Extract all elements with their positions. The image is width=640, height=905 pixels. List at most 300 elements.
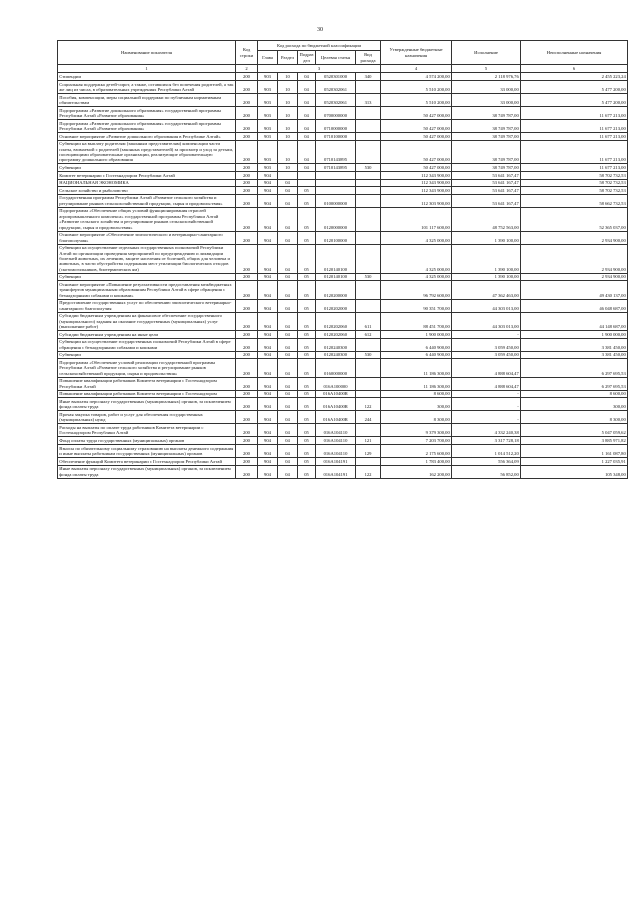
row-podrazdel: 05 xyxy=(298,244,316,273)
row-name: Обеспечение функций Комитета ветеринарии с Гостехнадзором Республики Алтай xyxy=(58,458,236,466)
table-row xyxy=(58,331,628,339)
row-razdel: 04 xyxy=(278,179,298,187)
row-line-code: 200 xyxy=(236,172,258,180)
row-razdel: 10 xyxy=(278,107,298,120)
row-line-code: 200 xyxy=(236,140,258,164)
row-glava: 903 xyxy=(258,107,278,120)
row-unexecuted: 44 148 687,00 xyxy=(521,312,628,330)
row-glava: 904 xyxy=(258,445,278,458)
row-podrazdel: 04 xyxy=(298,94,316,107)
row-approved: 6 440 900,00 xyxy=(381,351,452,359)
row-executed: 4 888 604,47 xyxy=(452,377,521,390)
row-razdel: 04 xyxy=(278,398,298,411)
row-expense-type xyxy=(356,359,381,377)
row-podrazdel: 05 xyxy=(298,273,316,281)
row-executed: 38 749 787,00 xyxy=(452,133,521,141)
row-name: Субсидии бюджетным учреждениям на финансовое обеспечение государственного (муниципального) задания на оказание государственных (муниципальных) услуг (выполнение работ) xyxy=(58,312,236,330)
row-expense-type xyxy=(356,187,381,195)
row-name: Государственная программа Республики Алтай «Развитие сельского хозяйства и регулирование рынков сельскохозяйственной продукции, сырья и продовольствия» xyxy=(58,194,236,207)
row-podrazdel: 05 xyxy=(298,390,316,398)
row-glava: 903 xyxy=(258,81,278,94)
row-target xyxy=(316,179,356,187)
row-target: 0120140100 xyxy=(316,244,356,273)
row-target: 016А104191 xyxy=(316,465,356,478)
table-row xyxy=(58,194,628,207)
row-razdel: 04 xyxy=(278,331,298,339)
table-row xyxy=(58,424,628,437)
row-line-code: 200 xyxy=(236,120,258,133)
row-executed: 56 852,00 xyxy=(452,465,521,478)
table-row xyxy=(58,377,628,390)
budget-execution-table xyxy=(57,40,628,479)
table-row xyxy=(58,281,628,299)
row-name: Подпрограмма «Развитие дошкольного образования» государственной программы Республики Алтай «Развитие образования» xyxy=(58,120,236,133)
row-approved: 112 343 900,00 xyxy=(381,187,452,195)
row-executed: 2 118 976,76 xyxy=(452,73,521,81)
header-expense-type: Вид расхода xyxy=(356,51,381,65)
row-unexecuted: 3 381 450,00 xyxy=(521,338,628,351)
row-unexecuted: 300,00 xyxy=(521,398,628,411)
row-approved: 112 343 900,00 xyxy=(381,172,452,180)
row-name: Повышение квалификации работников Комитета ветеринарии с Гостехнадзором Республики Алтай xyxy=(58,377,236,390)
row-line-code: 200 xyxy=(236,458,258,466)
row-glava: 904 xyxy=(258,424,278,437)
row-name: Комитет ветеринарии с Гостехнадзором Республики Алтай xyxy=(58,172,236,180)
row-approved: 50 427 000,00 xyxy=(381,140,452,164)
row-glava: 904 xyxy=(258,281,278,299)
row-target: 016А100000 xyxy=(316,377,356,390)
row-approved: 8 600,00 xyxy=(381,390,452,398)
column-number: 2 xyxy=(236,65,258,73)
row-expense-type: 122 xyxy=(356,398,381,411)
row-executed: 47 362 463,00 xyxy=(452,281,521,299)
row-expense-type xyxy=(356,231,381,244)
row-unexecuted: 52 365 037,00 xyxy=(521,207,628,231)
row-executed: 3 059 450,00 xyxy=(452,351,521,359)
row-razdel: 04 xyxy=(278,207,298,231)
row-approved: 11 186 300,00 xyxy=(381,359,452,377)
row-target: 0120202060 xyxy=(316,331,356,339)
row-glava: 904 xyxy=(258,458,278,466)
row-unexecuted: 1 900 000,00 xyxy=(521,331,628,339)
row-executed: 53 641 167,47 xyxy=(452,187,521,195)
row-unexecuted: 1 227 035,91 xyxy=(521,458,628,466)
row-expense-type xyxy=(356,140,381,164)
row-executed: 53 641 167,47 xyxy=(452,194,521,207)
header-podrazdel: Подраз дел xyxy=(298,51,316,65)
row-podrazdel: 04 xyxy=(298,107,316,120)
row-podrazdel: 05 xyxy=(298,359,316,377)
row-line-code: 200 xyxy=(236,107,258,120)
row-line-code: 200 xyxy=(236,390,258,398)
row-name: Подпрограмма «Обеспечение общих условий функционирования отраслей агропромышленного комплекса» государственной программы Республики Алтай «Развитие сельского хозяйства и регулирование рынков сельскохозяйственной продукции, сырья и продовольствия» xyxy=(58,207,236,231)
header-name: Наименование показателя xyxy=(58,41,236,65)
row-target: 0520302061 xyxy=(316,94,356,107)
row-line-code: 200 xyxy=(236,299,258,312)
column-number: 5 xyxy=(452,65,521,73)
row-executed: 3 317 728,18 xyxy=(452,437,521,445)
row-name: Прочая закупка товаров, работ и услуг для обеспечения государственных (муниципальных) нужд xyxy=(58,411,236,424)
row-glava: 903 xyxy=(258,133,278,141)
row-approved: 112 343 900,00 xyxy=(381,179,452,187)
row-expense-type: 530 xyxy=(356,164,381,172)
row-razdel: 10 xyxy=(278,140,298,164)
row-podrazdel: 05 xyxy=(298,187,316,195)
row-podrazdel: 05 xyxy=(298,281,316,299)
row-line-code: 200 xyxy=(236,179,258,187)
row-unexecuted: 2 934 900,00 xyxy=(521,273,628,281)
row-unexecuted: 2 934 900,00 xyxy=(521,231,628,244)
row-approved: 162 200,00 xyxy=(381,465,452,478)
header-line-code: Код строки xyxy=(236,41,258,65)
row-name: Субвенции на осуществление отдельных государственных полномочий Республики Алтай по организации проведения мероприятий по предупреждению и ликвидации болезней животных, их лечению, защите населения от болезней, общих для человека и животных, в части обустройства содержания мест утилизации биологических отходов (скотомогильников, биотермических ям) xyxy=(58,244,236,273)
row-name: Пособия, компенсации, меры социальной поддержки по публичным нормативным обязательствам xyxy=(58,94,236,107)
header-budget-class: Код расхода по бюджетной классификации xyxy=(258,41,381,51)
row-glava: 904 xyxy=(258,187,278,195)
row-glava: 904 xyxy=(258,465,278,478)
row-unexecuted: 11 677 213,00 xyxy=(521,164,628,172)
row-podrazdel: 05 xyxy=(298,207,316,231)
table-row xyxy=(58,390,628,398)
header-glava: Глава xyxy=(258,51,278,65)
row-unexecuted: 5 477 200,00 xyxy=(521,94,628,107)
row-glava: 903 xyxy=(258,140,278,164)
row-expense-type: 612 xyxy=(356,331,381,339)
row-approved: 2 175 600,00 xyxy=(381,445,452,458)
row-expense-type xyxy=(356,194,381,207)
row-razdel: 04 xyxy=(278,281,298,299)
row-unexecuted: 11 677 213,00 xyxy=(521,107,628,120)
row-unexecuted: 58 702 732,53 xyxy=(521,187,628,195)
row-target xyxy=(316,187,356,195)
row-line-code: 200 xyxy=(236,465,258,478)
row-name: Расходы на выплаты по оплате труда работников Комитета ветеринарии с Гостехнадзором Республики Алтай xyxy=(58,424,236,437)
table-row xyxy=(58,140,628,164)
row-executed: 556 364,09 xyxy=(452,458,521,466)
row-glava: 903 xyxy=(258,164,278,172)
row-expense-type xyxy=(356,133,381,141)
row-glava: 904 xyxy=(258,244,278,273)
row-approved: 50 427 000,00 xyxy=(381,107,452,120)
row-unexecuted: 105 348,00 xyxy=(521,465,628,478)
row-name: Основное мероприятие «Развитие дошкольного образования в Республике Алтай» xyxy=(58,133,236,141)
row-executed: 1 390 100,00 xyxy=(452,231,521,244)
table-row xyxy=(58,231,628,244)
row-approved: 5 510 200,00 xyxy=(381,81,452,94)
row-expense-type xyxy=(356,172,381,180)
column-number: 6 xyxy=(521,65,628,73)
row-name: Повышение квалификации работников Комитета ветеринарии с Гостехнадзором xyxy=(58,390,236,398)
row-target: 0120240300 xyxy=(316,338,356,351)
row-unexecuted: 8 300,00 xyxy=(521,411,628,424)
row-target: 016А104191 xyxy=(316,458,356,466)
row-executed: 48 752 563,00 xyxy=(452,207,521,231)
row-approved: 112 303 900,00 xyxy=(381,194,452,207)
row-name: Субвенции на выплату родителям (законным представителям) компенсации части платы, взимаемой с родителей (законных представителей) за присмотр и уход за детьми, посещающими образовательные организации, реализующие образовательную программу дошкольного образования xyxy=(58,140,236,164)
row-line-code: 200 xyxy=(236,437,258,445)
row-executed: 44 303 013,00 xyxy=(452,299,521,312)
row-glava: 904 xyxy=(258,331,278,339)
row-expense-type: 340 xyxy=(356,73,381,81)
row-line-code: 200 xyxy=(236,73,258,81)
row-approved: 5 510 200,00 xyxy=(381,94,452,107)
row-target: 016А104110 xyxy=(316,437,356,445)
row-executed: 38 749 787,00 xyxy=(452,107,521,120)
row-executed: 33 000,00 xyxy=(452,94,521,107)
row-approved: 8 300,00 xyxy=(381,411,452,424)
row-razdel xyxy=(278,172,298,180)
row-approved: 88 451 700,00 xyxy=(381,312,452,330)
row-razdel: 04 xyxy=(278,445,298,458)
row-name: Стипендии xyxy=(58,73,236,81)
row-expense-type: 530 xyxy=(356,351,381,359)
table-row xyxy=(58,172,628,180)
table-row xyxy=(58,273,628,281)
row-executed: 33 000,00 xyxy=(452,81,521,94)
column-number: 4 xyxy=(381,65,452,73)
row-target: 0120240300 xyxy=(316,351,356,359)
row-approved: 9 379 300,00 xyxy=(381,424,452,437)
row-podrazdel: 05 xyxy=(298,411,316,424)
row-expense-type: 122 xyxy=(356,465,381,478)
row-podrazdel: 04 xyxy=(298,164,316,172)
row-target: 0700000000 xyxy=(316,107,356,120)
row-podrazdel: 05 xyxy=(298,437,316,445)
row-glava: 904 xyxy=(258,273,278,281)
row-expense-type xyxy=(356,424,381,437)
row-podrazdel: 05 xyxy=(298,398,316,411)
row-expense-type: 530 xyxy=(356,273,381,281)
row-expense-type xyxy=(356,207,381,231)
row-name: Субвенции на осуществление государственных полномочий Республики Алтай в сфере обращения с безнадзорными собаками и кошками xyxy=(58,338,236,351)
row-executed: - xyxy=(452,411,521,424)
row-line-code: 200 xyxy=(236,164,258,172)
row-glava: 904 xyxy=(258,411,278,424)
row-podrazdel: 05 xyxy=(298,231,316,244)
row-target: 0120200000 xyxy=(316,281,356,299)
row-name: Субвенции xyxy=(58,164,236,172)
row-executed: 4 888 604,47 xyxy=(452,359,521,377)
row-unexecuted: 1 161 087,80 xyxy=(521,445,628,458)
row-expense-type xyxy=(356,107,381,120)
row-target: 0100000000 xyxy=(316,194,356,207)
row-podrazdel: 05 xyxy=(298,377,316,390)
row-target: 0710143895 xyxy=(316,164,356,172)
row-razdel: 10 xyxy=(278,73,298,81)
row-unexecuted: 49 430 137,00 xyxy=(521,281,628,299)
column-number: 3 xyxy=(258,65,381,73)
row-approved: 7 203 700,00 xyxy=(381,437,452,445)
row-name: Субвенции xyxy=(58,273,236,281)
row-target: 0520301000 xyxy=(316,73,356,81)
row-target: 0120202060 xyxy=(316,312,356,330)
row-glava: 904 xyxy=(258,377,278,390)
row-unexecuted: 6 297 695,53 xyxy=(521,359,628,377)
row-glava: 903 xyxy=(258,73,278,81)
row-approved: 1 783 400,00 xyxy=(381,458,452,466)
row-razdel: 04 xyxy=(278,312,298,330)
row-approved: 4 325 000,00 xyxy=(381,244,452,273)
table-row xyxy=(58,179,628,187)
row-target: 016А10400R xyxy=(316,411,356,424)
row-unexecuted: 3 381 450,00 xyxy=(521,351,628,359)
row-glava: 904 xyxy=(258,172,278,180)
row-name: Иные выплаты персоналу государственных (муниципальных) органов, за исключением фонда оплаты труда xyxy=(58,398,236,411)
row-unexecuted: 5 047 059,62 xyxy=(521,424,628,437)
table-row xyxy=(58,465,628,478)
row-executed: 1 390 100,00 xyxy=(452,273,521,281)
header-executed: Исполнение xyxy=(452,41,521,65)
row-target: 016А10400R xyxy=(316,398,356,411)
row-name: Взносы по обязательному социальному страхованию на выплаты денежного содержания и иные выплаты работникам государственных (муниципальных) органов xyxy=(58,445,236,458)
page-number: 30 xyxy=(317,27,323,33)
row-executed: 53 641 167,47 xyxy=(452,179,521,187)
row-razdel: 10 xyxy=(278,81,298,94)
row-approved: 50 427 000,00 xyxy=(381,164,452,172)
row-line-code: 200 xyxy=(236,207,258,231)
row-razdel: 10 xyxy=(278,94,298,107)
row-target: 0520302061 xyxy=(316,81,356,94)
row-executed: 38 749 787,00 xyxy=(452,120,521,133)
row-line-code: 200 xyxy=(236,351,258,359)
row-name: Подпрограмма «Развитие дошкольного образования» государственной программы Республики Алтай «Развитие образования» xyxy=(58,107,236,120)
row-line-code: 200 xyxy=(236,94,258,107)
row-name: Фонд оплаты труда государственных (муниципальных) органов xyxy=(58,437,236,445)
row-line-code: 200 xyxy=(236,377,258,390)
row-target: 016А104110 xyxy=(316,424,356,437)
row-executed: 53 641 167,47 xyxy=(452,172,521,180)
row-name: Сельское хозяйство и рыболовство xyxy=(58,187,236,195)
row-approved: 101 117 600,00 xyxy=(381,207,452,231)
row-line-code: 200 xyxy=(236,398,258,411)
row-executed: 38 749 787,00 xyxy=(452,164,521,172)
row-line-code: 200 xyxy=(236,231,258,244)
row-glava: 904 xyxy=(258,437,278,445)
row-executed: 1 390 100,00 xyxy=(452,244,521,273)
table-row xyxy=(58,244,628,273)
row-line-code: 200 xyxy=(236,281,258,299)
row-razdel: 10 xyxy=(278,164,298,172)
row-razdel: 04 xyxy=(278,359,298,377)
row-executed: 38 749 787,00 xyxy=(452,140,521,164)
row-razdel: 04 xyxy=(278,390,298,398)
row-glava: 904 xyxy=(258,299,278,312)
row-approved: 4 325 000,00 xyxy=(381,231,452,244)
column-number: 1 xyxy=(58,65,236,73)
row-line-code: 200 xyxy=(236,424,258,437)
table-row xyxy=(58,411,628,424)
row-executed: - xyxy=(452,331,521,339)
row-name: Подпрограмма «Обеспечение условий реализации государственной программы Республики Алтай «Развитие сельского хозяйства и регулирование рынков сельскохозяйственной продукции, сырья и продовольствия» xyxy=(58,359,236,377)
row-razdel: 04 xyxy=(278,194,298,207)
row-line-code: 200 xyxy=(236,194,258,207)
row-unexecuted: 3 885 971,82 xyxy=(521,437,628,445)
row-glava: 904 xyxy=(258,390,278,398)
row-glava: 903 xyxy=(258,120,278,133)
row-name: Иные выплаты персоналу государственных (муниципальных) органов, за исключением фонда оплаты труда xyxy=(58,465,236,478)
row-approved: 4 574 200,00 xyxy=(381,73,452,81)
row-name: Субвенции xyxy=(58,351,236,359)
row-razdel: 04 xyxy=(278,458,298,466)
row-glava: 904 xyxy=(258,194,278,207)
row-podrazdel: 05 xyxy=(298,299,316,312)
row-target xyxy=(316,172,356,180)
row-target: 0120100000 xyxy=(316,231,356,244)
row-razdel: 04 xyxy=(278,273,298,281)
row-unexecuted: 2 455 223,24 xyxy=(521,73,628,81)
table-row xyxy=(58,164,628,172)
row-podrazdel: 05 xyxy=(298,194,316,207)
table-row xyxy=(58,437,628,445)
row-line-code: 200 xyxy=(236,133,258,141)
row-glava: 904 xyxy=(258,207,278,231)
header-target: Целевая статья xyxy=(316,51,356,65)
row-unexecuted: 58 702 732,53 xyxy=(521,179,628,187)
row-unexecuted: 11 677 213,00 xyxy=(521,120,628,133)
row-razdel: 04 xyxy=(278,231,298,244)
row-razdel: 04 xyxy=(278,351,298,359)
row-razdel: 04 xyxy=(278,437,298,445)
row-unexecuted: 5 477 200,00 xyxy=(521,81,628,94)
row-razdel: 10 xyxy=(278,133,298,141)
row-line-code: 200 xyxy=(236,244,258,273)
row-target: 016А104110 xyxy=(316,445,356,458)
row-line-code: 200 xyxy=(236,445,258,458)
row-line-code: 200 xyxy=(236,338,258,351)
table-row xyxy=(58,73,628,81)
row-line-code: 200 xyxy=(236,81,258,94)
table-row xyxy=(58,187,628,195)
row-target: 0710100000 xyxy=(316,133,356,141)
row-expense-type xyxy=(356,338,381,351)
row-expense-type: 129 xyxy=(356,445,381,458)
row-name: Основное мероприятие «Повышение результативности предоставления межбюджетных трансфертов муниципальным образованиям Республики Алтай в сфере обращения с безнадзорными собаками и кошками» xyxy=(58,281,236,299)
row-unexecuted: 58 702 732,53 xyxy=(521,172,628,180)
row-unexecuted: 8 600,00 xyxy=(521,390,628,398)
row-glava: 904 xyxy=(258,179,278,187)
header-razdel: Раздел xyxy=(278,51,298,65)
row-razdel: 04 xyxy=(278,299,298,312)
table-row xyxy=(58,445,628,458)
row-expense-type xyxy=(356,458,381,466)
table-body xyxy=(58,73,628,478)
row-line-code: 200 xyxy=(236,312,258,330)
row-expense-type: 313 xyxy=(356,94,381,107)
row-podrazdel: 04 xyxy=(298,140,316,164)
row-glava: 904 xyxy=(258,359,278,377)
row-glava: 903 xyxy=(258,94,278,107)
row-target: 0710000000 xyxy=(316,120,356,133)
row-approved: 300,00 xyxy=(381,398,452,411)
table-row xyxy=(58,299,628,312)
table-row xyxy=(58,398,628,411)
table-row xyxy=(58,133,628,141)
row-expense-type xyxy=(356,377,381,390)
table-row xyxy=(58,351,628,359)
row-expense-type xyxy=(356,299,381,312)
table-row xyxy=(58,207,628,231)
row-glava: 904 xyxy=(258,338,278,351)
row-podrazdel: 05 xyxy=(298,338,316,351)
row-name: Основное мероприятие «Обеспечение эпизоотического и ветеринарно-санитарного благополучия» xyxy=(58,231,236,244)
row-razdel: 04 xyxy=(278,338,298,351)
header-unexecuted: Неисполненные назначения xyxy=(521,41,628,65)
row-glava: 904 xyxy=(258,351,278,359)
table-row xyxy=(58,359,628,377)
table-row xyxy=(58,458,628,466)
table-row xyxy=(58,94,628,107)
row-target: 016А10400R xyxy=(316,390,356,398)
